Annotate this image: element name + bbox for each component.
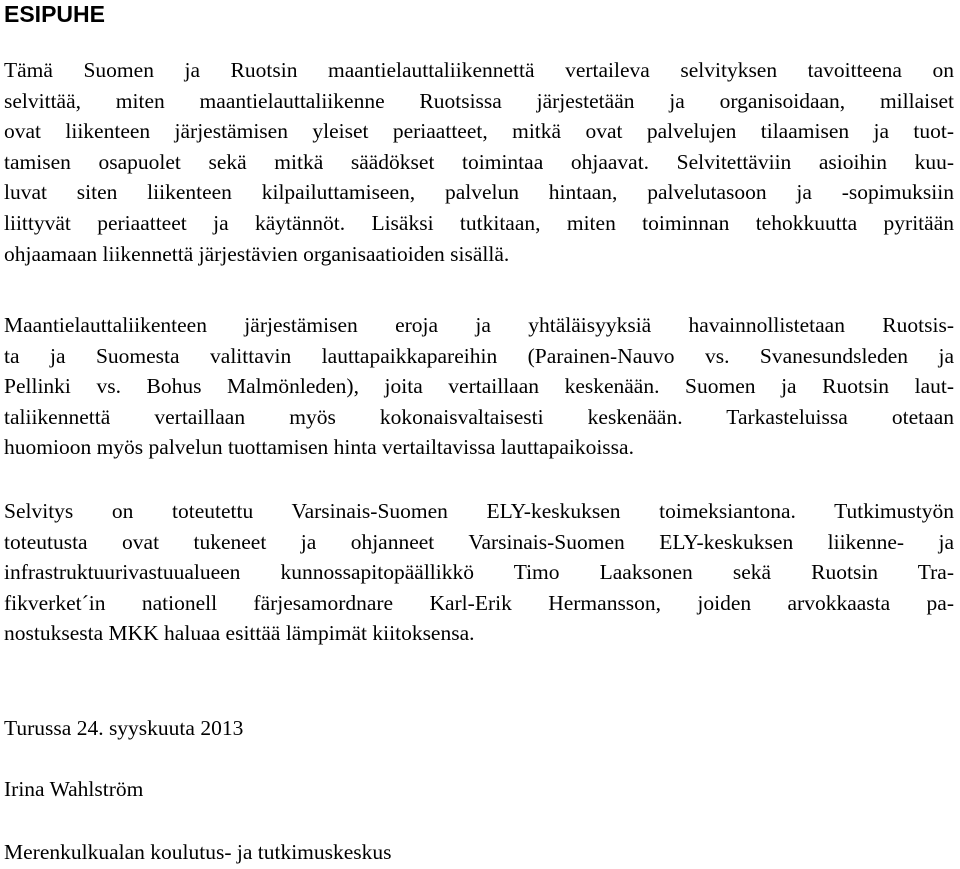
paragraph-line: ovat liikenteen järjestämisen yleiset periaatteet, mitkä ovat palvelujen tilaamisen ja tuot- (4, 119, 954, 144)
paragraph-line: Selvitys on toteutettu Varsinais-Suomen ELY-keskuksen toimeksiantona. Tutkimustyön (4, 499, 954, 523)
paragraph-line: luvat siten liikenteen kilpailuttamiseen, palvelun hintaan, palvelutasoon ja -sopimuksiin (4, 180, 954, 205)
paragraph-line: Maantielauttaliikenteen järjestämisen eroja ja yhtäläisyyksiä havainnollistetaan Ruotsis- (4, 313, 954, 337)
paragraph-line: selvittää, miten maantielauttaliikenne Ruotsissa järjestetään ja organisoidaan, millaiset (4, 88, 954, 113)
signature-place-date: Turussa 24. syyskuuta 2013 (4, 716, 244, 740)
paragraph-line: Tämä Suomen ja Ruotsin maantielauttaliikennettä vertaileva selvityksen tavoitteena on (4, 58, 954, 82)
paragraph-line: tamisen osapuolet sekä mitkä säädökset toimintaa ohjaavat. Selvitettäviin asioihin kuu- (4, 149, 954, 174)
paragraph-line: Pellinki vs. Bohus Malmönleden), joita vertaillaan keskenään. Suomen ja Ruotsin laut- (4, 374, 954, 399)
signature-name: Irina Wahlström (4, 777, 144, 801)
document-page (4, 0, 954, 864)
paragraph-line: liittyvät periaatteet ja käytännöt. Lisäksi tutkitaan, miten toiminnan tehokkuutta pyritään (4, 210, 954, 235)
paragraph-acknowledgements (4, 496, 954, 649)
paragraph-line: nostuksesta MKK haluaa esittää lämpimät kiitoksensa. (4, 621, 475, 646)
paragraph-line: huomioon myös palvelun tuottamisen hinta vertailtavissa lauttapaikoissa. (4, 435, 634, 460)
paragraph-line: fikverket´in nationell färjesamordnare Karl-Erik Hermansson, joiden arvokkaasta pa- (4, 590, 954, 615)
paragraph-line: ohjaamaan liikennettä järjestävien organisaatioiden sisällä. (4, 241, 510, 266)
paragraph-line: taliikennettä vertaillaan myös kokonaisvaltaisesti keskenään. Tarkasteluissa otetaan (4, 404, 954, 429)
paragraph-line: infrastruktuurivastuualueen kunnossapitopäällikkö Timo Laaksonen sekä Ruotsin Tra- (4, 560, 954, 585)
paragraph-comparison (4, 310, 954, 463)
page-title: ESIPUHE (4, 1, 105, 27)
paragraph-line: ta ja Suomesta valittavin lauttapaikkapareihin (Parainen-Nauvo vs. Svanesundsleden ja (4, 343, 954, 368)
paragraph-introduction (4, 55, 954, 269)
signature-organization: Merenkulkualan koulutus- ja tutkimuskeskus (4, 840, 392, 864)
paragraph-line: toteutusta ovat tukeneet ja ohjanneet Varsinais-Suomen ELY-keskuksen liikenne- ja (4, 529, 954, 554)
